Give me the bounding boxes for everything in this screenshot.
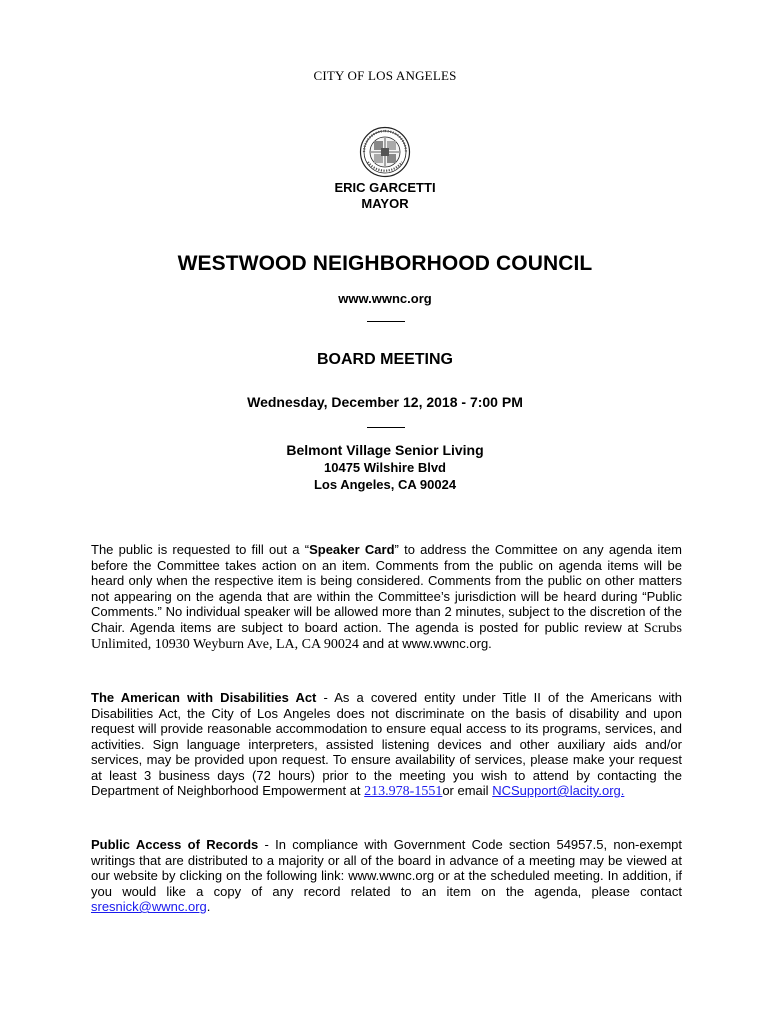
mayor-name: ERIC GARCETTI bbox=[334, 180, 436, 195]
records-tail: . bbox=[206, 899, 211, 914]
city-heading: CITY OF LOS ANGELES bbox=[313, 68, 457, 83]
records-body: - In compliance with Government Code section 54957.5, non-exempt writings that are distributed to a majority or all of the board in advance of a meeting may be viewed at our website by clicking on the following link: www.wwnc.org or at the scheduled meeting. In addition, if you would like a copy of any record related to an item on the agenda, please contact bbox=[91, 837, 683, 899]
city-seal-logo bbox=[359, 126, 411, 178]
public-comment-body: ” to address the Committee on any agenda item before the Committee takes action on an item. Comments from the public on agenda items will be heard only when the respective item is being considered. Comments from the public on other matters not appearing on the agenda that are within the Committee’s jurisdiction will be heard during “Public Comments.” No individual speaker will be allowed more than 2 minutes, subject to the discretion of the Chair. Agenda items are subject to board action. The agenda is posted for public review at bbox=[91, 542, 682, 635]
council-title: WESTWOOD NEIGHBORHOOD COUNCIL bbox=[177, 252, 593, 275]
mayor-block bbox=[0, 180, 770, 212]
public-comment-tail: and at www.wwnc.org. bbox=[358, 636, 492, 651]
ada-paragraph bbox=[91, 690, 682, 800]
public-comment-paragraph bbox=[91, 542, 682, 653]
ada-body: - As a covered entity under Title II of the Americans with Disabilities Act, the City of Los Angeles does not discriminate on the basis of disability and upon request will provide reasonable accommodation to ensure equal access to its programs, services, and activities. Sign language interpreters, assisted listening devices and other auxiliary aids and/or services, may be provided upon request. To ensure availability of services, please make your request at least 3 business days (72 hours) prior to the meeting you wish to attend by contacting the Department of Neighborhood Empowerment at bbox=[91, 690, 682, 798]
records-email-link[interactable]: sresnick@wwnc.org bbox=[91, 899, 207, 914]
venue-address-line2: Los Angeles, CA 90024 bbox=[313, 477, 457, 492]
meeting-venue: Belmont Village Senior Living bbox=[286, 442, 484, 458]
meeting-datetime: Wednesday, December 12, 2018 - 7:00 PM bbox=[247, 394, 523, 410]
council-website: www.wwnc.org bbox=[338, 291, 432, 306]
divider bbox=[367, 427, 405, 428]
mayor-title: MAYOR bbox=[361, 196, 409, 211]
ada-or-email: or email bbox=[442, 783, 493, 798]
records-paragraph bbox=[91, 837, 682, 915]
venue-address-line1: 10475 Wilshire Blvd bbox=[324, 460, 446, 475]
meeting-type: BOARD MEETING bbox=[317, 351, 453, 368]
ada-phone-link[interactable]: 213.978-1551 bbox=[364, 784, 443, 799]
speaker-card-label: Speaker Card bbox=[309, 542, 395, 557]
posting-location: Scrubs Unlimited, 10930 Weyburn Ave, LA, CA 90024 bbox=[91, 620, 682, 652]
records-heading: Public Access of Records bbox=[91, 837, 259, 852]
ada-email-link[interactable]: NCSupport@lacity.org. bbox=[492, 783, 625, 798]
divider bbox=[367, 321, 405, 322]
ada-heading: The American with Disabilities Act bbox=[91, 690, 317, 705]
public-comment-intro: The public is requested to fill out a “ bbox=[91, 542, 310, 557]
